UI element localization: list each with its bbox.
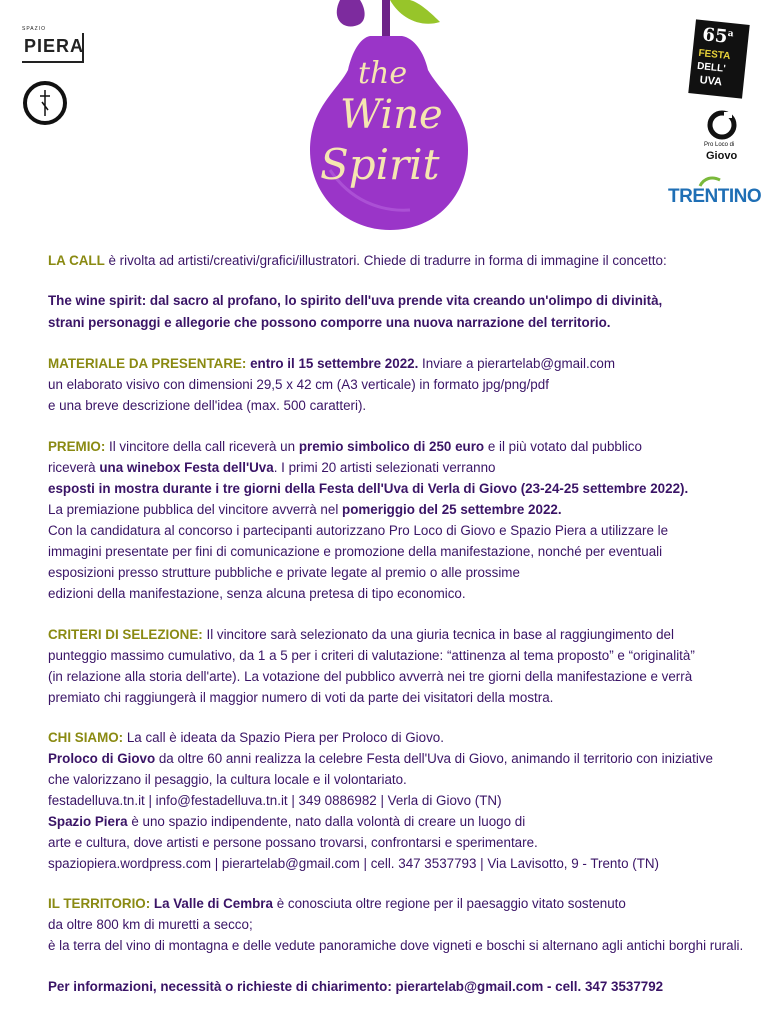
criteri-line-1 (48, 624, 674, 645)
materiale-line-1 (48, 353, 615, 374)
leaf-left-icon (337, 0, 365, 27)
premio-date: pomeriggio del 25 settembre 2022. (342, 502, 562, 517)
festa-line1: FESTA (697, 47, 731, 63)
materiale-send: Inviare a pierartelab@gmail.com (418, 356, 616, 371)
chi-line-4: festadelluva.tn.it | info@festadelluva.tn.it | 349 0886982 | Verla di Giovo (TN) (48, 793, 502, 808)
premio-line-8: edizioni della manifestazione, senza alcuna pretesa di tipo economico. (48, 586, 466, 601)
premio-l1c: e il più votato dal pubblico (484, 439, 642, 454)
hero-title-wine: Wine (340, 92, 443, 138)
territorio-line-1 (48, 893, 626, 914)
chi-spazio-name: Spazio Piera (48, 814, 128, 829)
territorio-line-3: è la terra del vino di montagna e delle vedute panoramiche dove vigneti e boschi si alternano agli antichi borghi rurali. (48, 938, 744, 953)
materiale-deadline: entro il 15 settembre 2022. (246, 356, 419, 371)
criteri-label: CRITERI DI SELEZIONE: (48, 627, 203, 642)
premio-line-2 (48, 457, 496, 478)
chi-l5b: è uno spazio indipendente, nato dalla volontà di creare un luogo di (127, 814, 526, 829)
criteri-l1: Il vincitore sarà selezionato da una giuria tecnica in base al raggiungimento del (202, 627, 674, 642)
piera-wordmark: PIERA (24, 36, 85, 56)
circle-emblem-logo (22, 80, 68, 126)
festa-number: 65$^a$ (701, 24, 735, 48)
premio-line-3: esposti in mostra durante i tre giorni della Festa dell'Uva di Verla di Giovo (23-24-25 settembre 2022). (48, 481, 689, 496)
wine-spirit-illustration (290, 0, 480, 234)
festa-line2: DELL' (696, 60, 727, 75)
premio-label: PREMIO: (48, 439, 106, 454)
territorio-l1b: è conosciuta oltre regione per il paesaggio vitato sostenuto (272, 896, 626, 911)
festa-uva-logo (688, 19, 749, 98)
chi-line-1 (48, 727, 444, 748)
spazio-piera-logo (22, 26, 88, 66)
criteri-line-2: punteggio massimo cumulativo, da 1 a 5 per i criteri di valutazione: “attinenza al tema proposto” e “originalità” (48, 648, 695, 663)
premio-line-1 (48, 436, 642, 457)
chi-l1: La call è ideata da Spazio Piera per Proloco di Giovo. (123, 730, 444, 745)
hero-title-the: the (358, 56, 408, 91)
territorio-valle: La Valle di Cembra (150, 896, 273, 911)
territorio-label: IL TERRITORIO: (48, 896, 151, 911)
premio-line-4 (48, 499, 562, 520)
proloco-giovo-logo (700, 110, 744, 166)
proloco-line2: Giovo (706, 150, 738, 162)
trentino-wordmark: TRENTINO (668, 186, 762, 207)
call-label: LA CALL (48, 253, 105, 268)
premio-l2c: . I primi 20 artisti selezionati verranno (273, 460, 496, 475)
proloco-emblem-icon (700, 110, 744, 140)
hero-title-spirit: Spirit (320, 140, 440, 189)
premio-amount: premio simbolico di 250 euro (298, 439, 485, 454)
premio-l1a: Il vincitore della call riceverà un (105, 439, 299, 454)
chi-line-3: che valorizzano il pesaggio, la cultura locale e il volontariato. (48, 772, 407, 787)
materiale-label: MATERIALE DA PRESENTARE: (48, 356, 247, 371)
premio-winebox: una winebox Festa dell'Uva (99, 460, 274, 475)
premio-line-7: esposizioni presso strutture pubbliche e private legate al premio o alle prossime (48, 565, 520, 580)
trentino-logo (668, 182, 768, 212)
trentino-swirl-icon (698, 176, 722, 188)
concept-line-2: strani personaggi e allegorie che possono comporre una nuova narrazione del territorio. (48, 315, 611, 330)
spazio-label: SPAZIO (22, 26, 46, 32)
chi-l2b: da oltre 60 anni realizza la celebre Festa dell'Uva di Giovo, animando il territorio con iniziative (155, 751, 713, 766)
territorio-line-2: da oltre 800 km di muretti a secco; (48, 917, 253, 932)
premio-l4a: La premiazione pubblica del vincitore avverrà nel (48, 502, 343, 517)
premio-l2a: riceverà (48, 460, 100, 475)
materiale-line-3: e una breve descrizione dell'idea (max. 500 caratteri). (48, 398, 367, 413)
chi-label: CHI SIAMO: (48, 730, 124, 745)
criteri-line-3: (in relazione alla storia dell'arte). La votazione del pubblico avverrà nei tre giorni della manifestazione e verrà (48, 669, 693, 684)
call-text: è rivolta ad artisti/creativi/grafici/illustratori. Chiede di tradurre in forma di immagine il concetto: (104, 253, 667, 268)
chi-proloco-name: Proloco di Giovo (48, 751, 156, 766)
festa-line3: UVA (699, 74, 723, 89)
chi-line-7: spaziopiera.wordpress.com | pierartelab@gmail.com | cell. 347 3537793 | Via Lavisotto, 9 - Trento (TN) (48, 856, 660, 871)
concept-line-1: The wine spirit: dal sacro al profano, lo spirito dell'uva prende vita creando un'olimpo di divinità, (48, 293, 663, 308)
call-paragraph (48, 250, 667, 271)
info-line: Per informazioni, necessità o richieste di chiarimento: pierartelab@gmail.com - cell. 347 3537792 (48, 979, 664, 994)
leaf-right-icon (390, 0, 440, 24)
chi-line-6: arte e cultura, dove artisti e persone possano trovarsi, confrontarsi e sperimentare. (48, 835, 538, 850)
materiale-line-2: un elaborato visivo con dimensioni 29,5 x 42 cm (A3 verticale) in formato jpg/png/pdf (48, 377, 549, 392)
chi-line-2 (48, 748, 713, 769)
criteri-line-4: premiato chi raggiungerà il maggior numero di voti da parte dei visitatori della mostra. (48, 690, 554, 705)
premio-line-5: Con la candidatura al concorso i partecipanti autorizzano Pro Loco di Giovo e Spazio Piera a utilizzare le (48, 523, 669, 538)
fig-stem-icon (382, 0, 390, 38)
premio-line-6: immagini presentate per fini di comunicazione e promozione della manifestazione, nonché per eventuali (48, 544, 663, 559)
chi-line-5 (48, 811, 525, 832)
proloco-line1: Pro Loco di (704, 142, 735, 148)
